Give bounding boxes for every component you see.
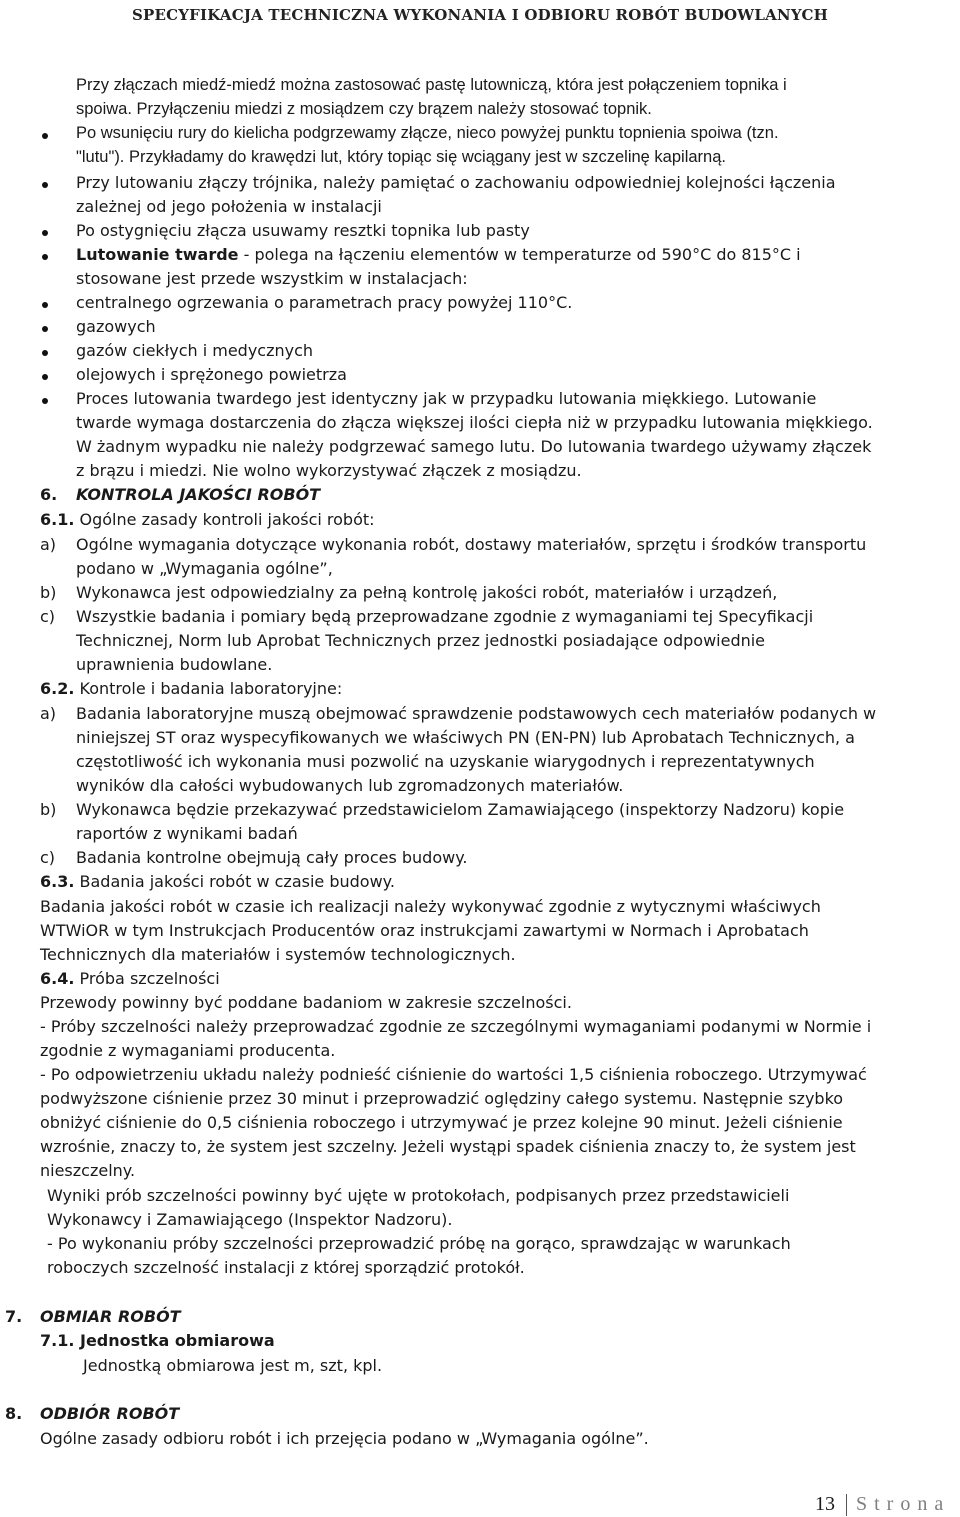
- text-line: Przy złączach miedź-miedź można zastosować pastę lutowniczą, która jest połączeniem topnika i: [76, 76, 787, 94]
- text-line: - Po wykonaniu próby szczelności przeprowadzić próbę na gorąco, sprawdzając w warunkach: [47, 1234, 791, 1253]
- bullet-icon: [42, 374, 48, 380]
- text-line: obniżyć ciśnienie do 0,5 ciśnienia roboczego i utrzymywać je przez kolejne 90 minut. Jeżeli ciśnienie: [40, 1113, 843, 1132]
- text-line: - Po odpowietrzeniu układu należy podnieść ciśnienie do wartości 1,5 ciśnienia roboczego. Utrzymywać: [40, 1065, 867, 1084]
- text-line: Badania kontrolne obejmują cały proces budowy.: [76, 848, 468, 867]
- text-line: Wszystkie badania i pomiary będą przeprowadzane zgodnie z wymaganiami tej Specyfikacji: [76, 607, 814, 626]
- list-marker: b): [40, 583, 57, 602]
- text-line: spoiwa. Przyłączeniu miedzi z mosiądzem czy brązem należy stosować topnik.: [76, 100, 652, 118]
- text-line: zgodnie z wymaganiami producenta.: [40, 1041, 336, 1060]
- text-line: roboczych szczelność instalacji z której sporządzić protokół.: [47, 1258, 525, 1277]
- section-title: ODBIÓR ROBÓT: [40, 1404, 180, 1423]
- text-line: Proces lutowania twardego jest identyczny jak w przypadku lutowania miękkiego. Lutowanie: [76, 389, 817, 408]
- subsection-heading: 7.1. Jednostka obmiarowa: [40, 1331, 275, 1350]
- text-line: twarde wymaga dostarczenia do złącza większej ilości ciepła niż w przypadku lutowania miękkiego.: [76, 413, 873, 432]
- text-line: nieszczelny.: [40, 1161, 136, 1180]
- text-line: Badania laboratoryjne muszą obejmować sprawdzenie podstawowych cech materiałów podanych w: [76, 704, 877, 723]
- page-header: SPECYFIKACJA TECHNICZNA WYKONANIA I ODBIORU ROBÓT BUDOWLANYCH: [131, 6, 829, 24]
- text-line: gazowych: [76, 317, 156, 336]
- text-line: z brązu i miedzi. Nie wolno wykorzystywać złączek z mosiądzu.: [76, 461, 582, 480]
- text-line: W żadnym wypadku nie należy podgrzewać samego lutu. Do lutowania twardego używamy złączek: [76, 437, 872, 456]
- text-line: Wykonawca będzie przekazywać przedstawicielom Zamawiającego (inspektorzy Nadzoru) kopie: [76, 800, 845, 819]
- bullet-icon: [42, 133, 48, 139]
- section-number: 8.: [5, 1404, 23, 1423]
- subsection-heading: [40, 872, 395, 891]
- text-line: olejowych i sprężonego powietrza: [76, 365, 347, 384]
- text-line: Technicznych dla materiałów i systemów technologicznych.: [40, 945, 516, 964]
- list-marker: a): [40, 704, 57, 723]
- subsection-title: Kontrole i badania laboratoryjne:: [74, 679, 343, 698]
- footer-divider: [846, 1494, 847, 1516]
- subsection-heading: [40, 510, 375, 529]
- text-line: Badania jakości robót w czasie ich realizacji należy wykonywać zgodnie z wytycznymi właściwych: [40, 897, 821, 916]
- subsection-title: Próba szczelności: [74, 969, 220, 988]
- text-line: Technicznej, Norm lub Aprobat Technicznych przez jednostki posiadające odpowiednie: [76, 631, 766, 650]
- text-line: Wykonawcy i Zamawiającego (Inspektor Nadzoru).: [47, 1210, 453, 1229]
- text-line: Wykonawca jest odpowiedzialny za pełną kontrolę jakości robót, materiałów i urządzeń,: [76, 583, 778, 602]
- bullet-icon: [42, 350, 48, 356]
- list-marker: c): [40, 848, 56, 867]
- text-line: WTWiOR w tym Instrukcjach Producentów oraz instrukcjami zawartymi w Normach i Aprobatach: [40, 921, 809, 940]
- text-line: raportów z wynikami badań: [76, 824, 298, 843]
- subsection-heading: [40, 679, 342, 698]
- text-line: [76, 245, 801, 264]
- bullet-icon: [42, 302, 48, 308]
- text-line: Po wsunięciu rury do kielicha podgrzewamy złącze, nieco powyżej punktu topnienia spoiwa (tzn.: [76, 124, 779, 142]
- bullet-icon: [42, 398, 48, 404]
- text-line-rest: - polega na łączeniu elementów w temperaturze od 590°C do 815°C i: [238, 245, 801, 264]
- text-line: gazów ciekłych i medycznych: [76, 341, 314, 360]
- text-line: uprawnienia budowlane.: [76, 655, 273, 674]
- bullet-icon: [42, 182, 48, 188]
- subsection-number: 6.1.: [40, 510, 75, 529]
- text-line: częstotliwość ich wykonania musi pozwolić na uzyskanie wiarygodnych i reprezentatywnych: [76, 752, 815, 771]
- text-line: podwyższone ciśnienie przez 30 minut i przeprowadzić oględziny całego systemu. Następnie szybko: [40, 1089, 844, 1108]
- subsection-number: 6.2.: [40, 679, 75, 698]
- section-title: OBMIAR ROBÓT: [40, 1307, 181, 1326]
- page-number: 13: [815, 1493, 835, 1515]
- text-line: Ogólne zasady odbioru robót i ich przejęcia podano w „Wymagania ogólne”.: [40, 1429, 649, 1448]
- text-line: Przewody powinny być poddane badaniom w zakresie szczelności.: [40, 993, 572, 1012]
- text-line: "lutu"). Przykładamy do krawędzi lut, który topiąc się wciągany jest w szczelinę kapilarną.: [76, 148, 726, 166]
- page-label: Strona: [856, 1493, 951, 1515]
- text-line: Ogólne wymagania dotyczące wykonania robót, dostawy materiałów, sprzętu i środków transportu: [76, 535, 867, 554]
- subsection-title: Ogólne zasady kontroli jakości robót:: [74, 510, 375, 529]
- subsection-title: Badania jakości robót w czasie budowy.: [74, 872, 395, 891]
- text-line: wyników dla całości wybudowanych lub zgromadzonych materiałów.: [76, 776, 624, 795]
- text-line: - Próby szczelności należy przeprowadzać zgodnie ze szczególnymi wymaganiami podanymi w Normie i: [40, 1017, 872, 1036]
- text-line: stosowane jest przede wszystkim w instalacjach:: [76, 269, 468, 288]
- list-marker: a): [40, 535, 57, 554]
- text-line: Po ostygnięciu złącza usuwamy resztki topnika lub pasty: [76, 221, 530, 240]
- section-title: KONTROLA JAKOŚCI ROBÓT: [76, 485, 321, 504]
- text-line: Wyniki prób szczelności powinny być ujęte w protokołach, podpisanych przez przedstawicieli: [47, 1186, 790, 1205]
- text-line: centralnego ogrzewania o parametrach pracy powyżej 110°C.: [76, 293, 573, 312]
- list-marker: b): [40, 800, 57, 819]
- subsection-number: 6.3.: [40, 872, 75, 891]
- text-line: wzrośnie, znaczy to, że system jest szczelny. Jeżeli wystąpi spadek ciśnienia znaczy to, że system jest: [40, 1137, 856, 1156]
- section-number: 6.: [40, 485, 58, 504]
- text-line: zależnej od jego położenia w instalacji: [76, 197, 382, 216]
- text-line: niniejszej ST oraz wyspecyfikowanych we właściwych PN (EN-PN) lub Aprobatach Technicznych, a: [76, 728, 855, 747]
- bullet-icon: [42, 230, 48, 236]
- bullet-icon: [42, 326, 48, 332]
- subsection-heading: [40, 969, 220, 988]
- text-line: Jednostką obmiarowa jest m, szt, kpl.: [83, 1356, 383, 1375]
- section-number: 7.: [5, 1307, 23, 1326]
- text-line: Przy lutowaniu złączy trójnika, należy pamiętać o zachowaniu odpowiedniej kolejności łączenia: [76, 173, 836, 192]
- text-line: podano w „Wymagania ogólne”,: [76, 559, 333, 578]
- bold-term: Lutowanie twarde: [76, 245, 239, 264]
- list-marker: c): [40, 607, 56, 626]
- subsection-number: 6.4.: [40, 969, 75, 988]
- bullet-icon: [42, 254, 48, 260]
